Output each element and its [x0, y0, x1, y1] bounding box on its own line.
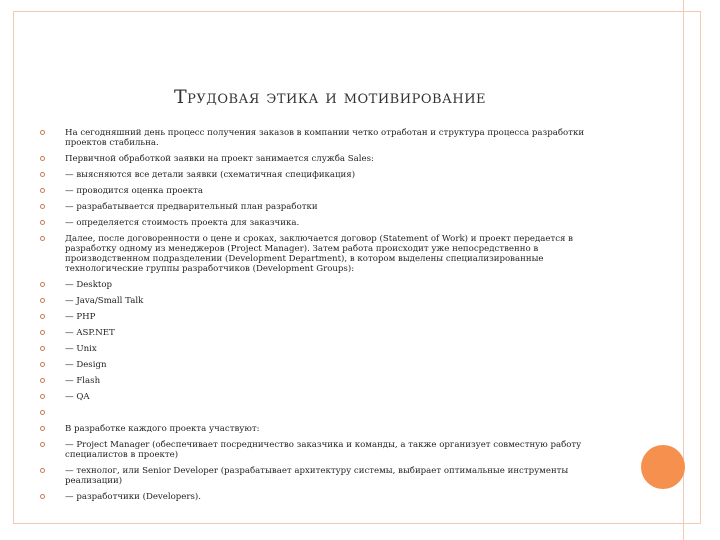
list-item-text: — ASP.NET	[65, 328, 115, 338]
list-item-text: — технолог, или Senior Developer (разрабатывает архитектуру системы, выбирает оптимальные инструменты реализации)	[65, 466, 569, 486]
list-item	[40, 440, 605, 460]
bullet-icon	[40, 410, 45, 415]
bullet-icon	[40, 282, 45, 287]
list-item-text: — PHP	[65, 312, 96, 322]
list-item	[40, 376, 605, 386]
list-item-text: — Flash	[65, 376, 101, 386]
list-item	[40, 296, 605, 306]
bullet-icon	[40, 442, 45, 447]
bullet-icon	[40, 298, 45, 303]
list-item-text: — QA	[65, 392, 90, 402]
bullet-icon	[40, 378, 45, 383]
bullet-icon	[40, 426, 45, 431]
list-item	[40, 344, 605, 354]
list-item-text: — Unix	[65, 344, 97, 354]
list-item	[40, 170, 605, 180]
bullet-icon	[40, 494, 45, 499]
list-item-text: — Desktop	[65, 280, 113, 290]
list-item	[40, 392, 605, 402]
list-item	[40, 128, 605, 148]
bullet-icon	[40, 314, 45, 319]
slide-title: Трудовая этика и мотивирование	[173, 86, 487, 108]
bullet-icon	[40, 330, 45, 335]
list-item	[40, 154, 605, 164]
bullet-icon	[40, 468, 45, 473]
bullet-list	[40, 128, 605, 502]
list-item	[40, 424, 605, 434]
list-item-text: — проводится оценка проекта	[65, 186, 203, 196]
list-item	[40, 312, 605, 322]
bullet-icon	[40, 130, 45, 135]
list-item-text: — Project Manager (обеспечивает посредничество заказчика и команды, а также организует совместную работу специалистов в проекте)	[65, 440, 582, 460]
list-item	[40, 234, 605, 274]
bullet-icon	[40, 362, 45, 367]
list-item-text: Далее, после договоренности о цене и сроках, заключается договор (Statement of Work) и проект передается в разработку одному из менеджеров (Project Manager). Затем работа происходит уже непосредственно в производственном подразделении (Development Department), в котором выделены специализированные технологические группы разработчиков (Development Groups):	[65, 234, 574, 274]
bullet-icon	[40, 220, 45, 225]
list-item	[40, 328, 605, 338]
list-item	[40, 466, 605, 486]
list-item-text: — разработчики (Developers).	[65, 492, 201, 502]
list-item-text: На сегодняшний день процесс получения заказов в компании четко отработан и структура процесса разработки проектов стабильна.	[65, 128, 585, 148]
bullet-icon	[40, 236, 45, 241]
list-item-text: — выясняются все детали заявки (схематичная спецификация)	[65, 170, 356, 180]
list-item-text: — Java/Small Talk	[65, 296, 144, 306]
bullet-icon	[40, 394, 45, 399]
list-item-text: — Design	[65, 360, 107, 370]
list-item	[40, 186, 605, 196]
list-item-text: В разработке каждого проекта участвуют:	[65, 424, 260, 434]
bullet-icon	[40, 188, 45, 193]
list-item-text: — определяется стоимость проекта для заказчика.	[65, 218, 300, 228]
list-item	[40, 218, 605, 228]
accent-circle	[641, 445, 685, 489]
bullet-icon	[40, 156, 45, 161]
bullet-icon	[40, 172, 45, 177]
list-item	[40, 360, 605, 370]
list-item	[40, 492, 605, 502]
list-item	[40, 280, 605, 290]
bullet-icon	[40, 346, 45, 351]
bullet-icon	[40, 204, 45, 209]
list-item	[40, 408, 605, 418]
list-item-text: — разрабатывается предварительный план разработки	[65, 202, 318, 212]
list-item-text: Первичной обработкой заявки на проект занимается служба Sales:	[65, 154, 374, 164]
list-item	[40, 202, 605, 212]
